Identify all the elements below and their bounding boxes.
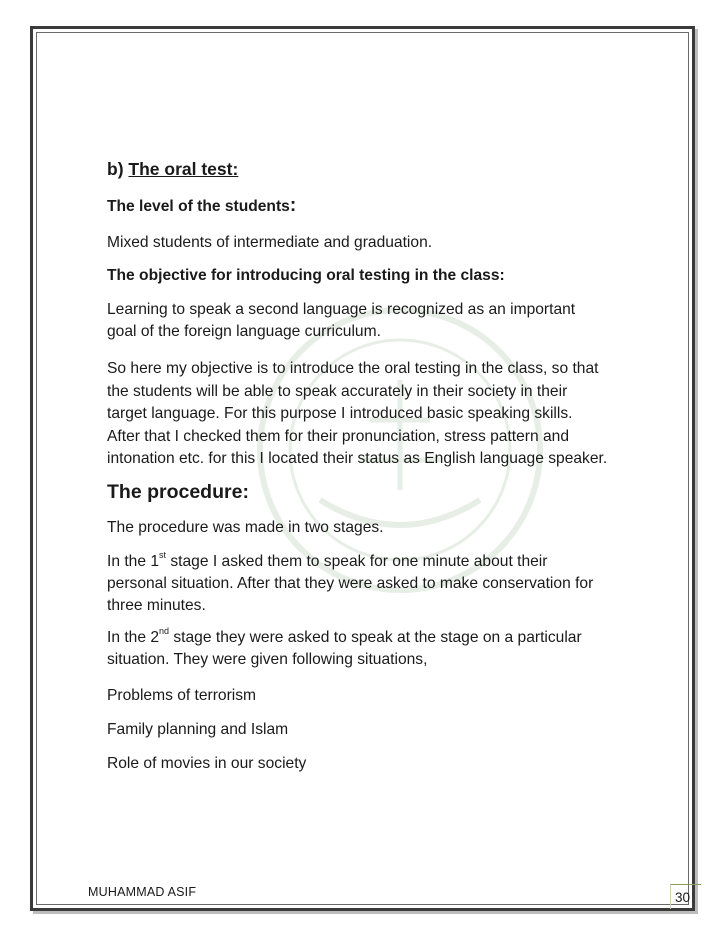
stage1-before: In the 1	[107, 553, 160, 570]
procedure-heading: The procedure:	[107, 481, 249, 503]
stage1-line2: personal situation. After that they were asked to make conservation for	[107, 575, 594, 592]
objective-para2-line1: So here my objective is to introduce the oral testing in the class, so that	[107, 360, 599, 377]
objective-para2-line5: intonation etc. for this I located their status as English language speaker.	[107, 450, 608, 467]
level-heading	[107, 194, 296, 219]
stage2-before: In the 2	[107, 629, 160, 646]
objective-para1-line1: Learning to speak a second language is recognized as an important	[107, 301, 576, 318]
level-heading-text: The level of the students	[107, 198, 290, 215]
stage1-line1	[107, 550, 547, 574]
stage1-sup: st	[159, 550, 167, 560]
situation-item: Family planning and Islam	[107, 721, 289, 738]
page-number: 30	[675, 890, 691, 905]
situation-item: Problems of terrorism	[107, 687, 257, 704]
level-text: Mixed students of intermediate and graduation.	[107, 234, 433, 251]
objective-para2-line3: target language. For this purpose I introduced basic speaking skills.	[107, 405, 573, 422]
objective-heading: The objective for introducing oral testing in the class:	[107, 267, 505, 284]
stage2-line2: situation. They were given following situations,	[107, 651, 428, 668]
footer-author: MUHAMMAD ASIF	[88, 885, 197, 899]
stage2-sup: nd	[159, 626, 170, 636]
situation-item: Role of movies in our society	[107, 755, 307, 772]
stage1-line3: three minutes.	[107, 597, 206, 614]
stage1-after: stage I asked them to speak for one minute about their	[166, 553, 548, 570]
procedure-intro: The procedure was made in two stages.	[107, 519, 384, 536]
objective-para2-line4: After that I checked them for their pronunciation, stress pattern and	[107, 428, 569, 445]
level-heading-colon: :	[289, 195, 297, 216]
objective-para1-line2: goal of the foreign language curriculum.	[107, 323, 381, 340]
section-title: The oral test:	[128, 159, 239, 179]
section-heading	[107, 157, 238, 181]
stage2-line1	[107, 626, 582, 650]
section-prefix: b)	[107, 159, 124, 179]
stage2-after: stage they were asked to speak at the stage on a particular	[169, 629, 582, 646]
objective-para2-line2: the students will be able to speak accurately in their society in their	[107, 383, 568, 400]
